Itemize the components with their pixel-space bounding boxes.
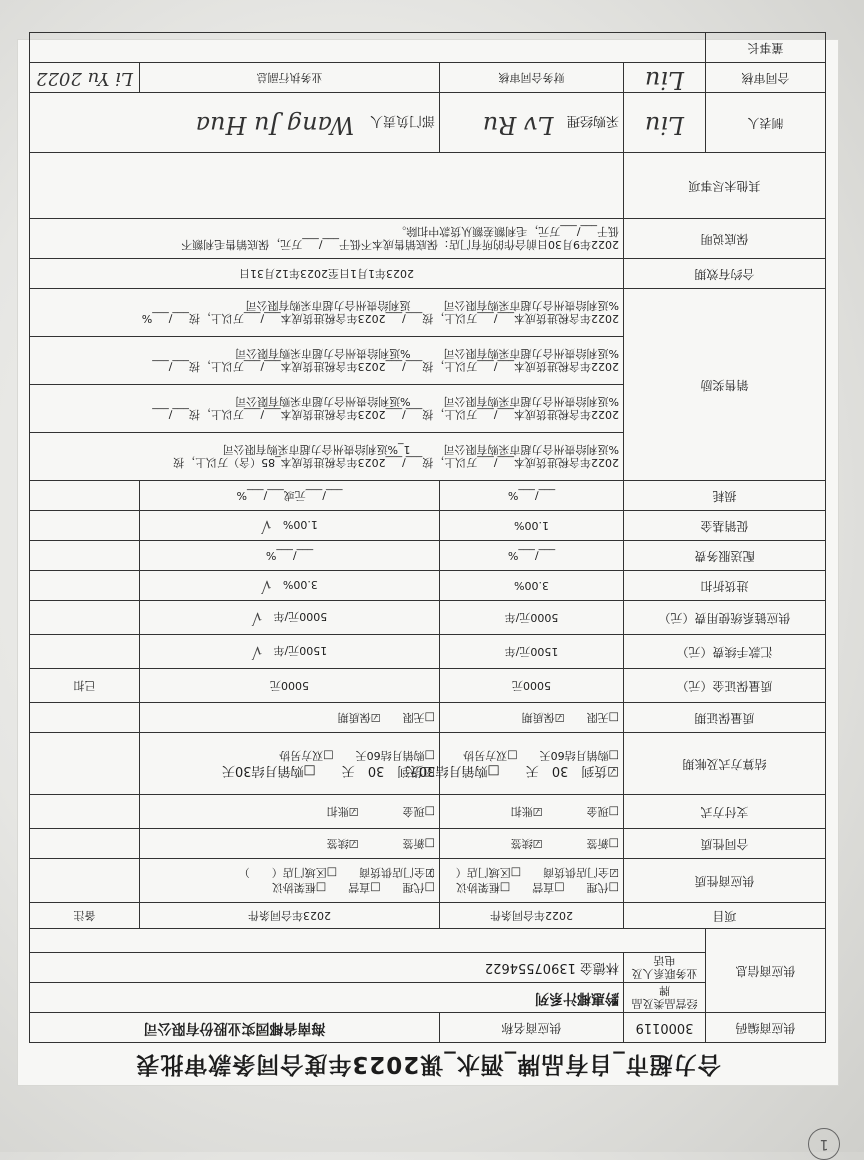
dept-head-signature: Wang Ju Hua <box>195 111 355 139</box>
payment-2022: □现金 ☑账扣 <box>440 795 624 829</box>
payment-method-label: 支付方式 <box>624 795 826 829</box>
approval-sheet <box>18 40 838 1085</box>
pricing-line2: 低于___/___万元，毛利额差额从货款中扣除。 <box>395 225 619 239</box>
qa-deposit-remark: 已扣 <box>30 669 140 703</box>
brand-value: 黔惠椰汁系列 <box>30 983 624 1013</box>
supply-2023-line1: □代理 □直营 □框架协议 <box>271 881 435 895</box>
reward-1-line1: 2022年含税进货成本___/___万以上，按___/___2023年含税进货成本_85（含）万以上，按 <box>173 456 619 470</box>
discount-label: 进货折扣 <box>624 571 826 601</box>
dept-head-label: 部门负责人 <box>369 113 435 128</box>
remit-fee-remark <box>30 635 140 669</box>
check-mark-icon: √ <box>251 643 262 662</box>
supplier-name-value: 海南省椰园实业股份有限公司 <box>30 1013 440 1043</box>
sys-fee-2022: 5000元/年 <box>440 601 624 635</box>
check-mark-icon: √ <box>261 577 272 596</box>
sign-row-2 <box>440 93 624 153</box>
contract-nature-2023: □新签 ☑续签 <box>140 829 440 859</box>
qa-deposit-label: 质量保证金（元） <box>624 669 826 703</box>
delivery-fee-2022: ___/___% <box>440 541 624 571</box>
qa-period-2022: □无限 ☑保质期 <box>440 703 624 733</box>
payment-remark <box>30 795 140 829</box>
contract-nature-2022: □新签 ☑续签 <box>440 829 624 859</box>
remit-fee-label: 汇款手续费（元） <box>624 635 826 669</box>
supplier-info-blank <box>30 929 706 953</box>
maker-signature-text: Liu <box>644 111 685 139</box>
reward-4-line2: %返利给贵州合力超市采购有限公司 返利给贵州合力超市采购有限公司 <box>245 299 619 313</box>
supplier-code-label: 供应商编码 <box>706 1013 826 1043</box>
sales-reward-row <box>30 433 624 481</box>
buyer-mgr-signature: Lv Ru <box>482 111 554 139</box>
pricing-line1: 2022年9月30日前合作的所有门店：保底销售成本不低于___/___万元，保底销售毛利额不 <box>181 238 619 252</box>
maker-signature <box>624 93 706 153</box>
chairman-label: 董事长 <box>706 33 826 63</box>
sales-reward-row <box>30 385 624 433</box>
brand-label: 经营品类及品牌 <box>624 983 706 1013</box>
dept-vp-signature <box>30 63 140 93</box>
delivery-fee-remark <box>30 541 140 571</box>
sys-fee-2023-value: 5000元/年 <box>273 610 328 623</box>
validity-value: 2023年1月1日至2023年12月31日 <box>30 259 624 289</box>
contact-label: 业务联系人及电话 <box>624 953 706 983</box>
page-title: 合力超市_自有品牌_酒水_课2023年度合同条款审批表 <box>135 1051 721 1077</box>
promo-fund-2022: 1.00% <box>440 511 624 541</box>
sys-fee-label: 供应链系统使用费（元） <box>624 601 826 635</box>
buyer-mgr-label: 采购经理 <box>566 113 619 128</box>
supply-nature-label: 供应商性质 <box>624 859 826 903</box>
supply-2022-line2: ☑全门店供货商 □区域门店（ ） <box>422 866 619 880</box>
chairman-signature <box>30 33 706 63</box>
settle-2022-line2: □购销月结60天 □双方另协 <box>463 749 619 763</box>
sales-reward-row <box>30 337 624 385</box>
other-label: 其他未尽事项 <box>624 153 826 219</box>
reward-3-line1: 2022年含税进货成本___/___万以上，按___/___2023年含税进货成本___/___万以上，按___/___ <box>152 360 619 374</box>
discount-2022: 3.00% <box>440 571 624 601</box>
sys-fee-2023 <box>140 601 440 635</box>
sales-reward-label: 销售奖励 <box>624 289 826 481</box>
settlement-2023 <box>140 733 440 795</box>
maker-label: 制表人 <box>706 93 826 153</box>
supply-nature-remark <box>30 859 140 903</box>
loss-remark <box>30 481 140 511</box>
delivery-fee-label: 配送服务费 <box>624 541 826 571</box>
reward-4-line1: 2022年含税进货成本___/___万以上，按___/___2023年含税进货成本___/___万以上，按___/___% <box>141 312 619 326</box>
contract-2023-header: 2023年合同条件 <box>140 903 440 929</box>
loss-label: 损耗 <box>624 481 826 511</box>
qa-deposit-2023: 5000元 <box>140 669 440 703</box>
supplier-info-label: 供应商信息 <box>706 929 826 1013</box>
contract-review-signature-text: Liu <box>644 66 685 94</box>
check-mark-icon: √ <box>251 609 262 628</box>
supplier-code-value: 3000119 <box>624 1013 706 1043</box>
pricing-value <box>30 219 624 259</box>
qa-period-label: 质量保证期 <box>624 703 826 733</box>
contract-2022-header: 2022年合同条件 <box>440 903 624 929</box>
sys-fee-remark <box>30 601 140 635</box>
sales-reward-row <box>30 289 624 337</box>
settle-2023-line1: ☑货到 30 天 □购销月结30天 <box>221 763 435 779</box>
supply-2023-line2: ☑全门店供货商 □区域门店（ ） <box>238 866 435 880</box>
supply-nature-2023 <box>140 859 440 903</box>
contract-nature-remark <box>30 829 140 859</box>
settlement-label: 结算方式及帐期 <box>624 733 826 795</box>
remit-fee-2022: 1500元/年 <box>440 635 624 669</box>
contract-review-signature <box>624 63 706 93</box>
settle-2023-line2: □购销月结60天 □双方另协 <box>279 749 435 763</box>
other-value <box>30 153 624 219</box>
settlement-2022 <box>405 733 624 795</box>
settlement-remark <box>30 733 140 795</box>
reward-2-line2: %返利给贵州合力超市采购有限公司 %返利给贵州合力超市采购有限公司 <box>235 395 619 409</box>
reward-1-line2: %返利给贵州合力超市采购有限公司 1_%返利给贵州合力超市采购有限公司 <box>222 443 619 457</box>
remit-fee-2023-value: 1500元/年 <box>273 644 328 657</box>
loss-2023: ___/___元或___/___% <box>140 481 440 511</box>
promo-fund-label: 促销基金 <box>624 511 826 541</box>
settle-2022-line1: ☑货到 30 天 □购销月结30天 <box>405 763 619 779</box>
promo-fund-2023 <box>140 511 440 541</box>
finance-review-label: 财务合同审核 <box>440 63 624 93</box>
promo-fund-2023-value: 1.00% <box>282 518 318 531</box>
supply-nature-2022 <box>422 859 624 903</box>
discount-remark <box>30 571 140 601</box>
sign-row-3 <box>30 93 440 153</box>
supplier-name-label: 供应商名称 <box>440 1013 624 1043</box>
remark-header: 备注 <box>30 903 140 929</box>
pricing-label: 保底说明 <box>624 219 826 259</box>
validity-label: 合约有效期 <box>624 259 826 289</box>
dept-vp-signature-text: Li Yu 2022 <box>36 68 133 89</box>
discount-2023 <box>140 571 440 601</box>
remit-fee-2023 <box>140 635 440 669</box>
contract-nature-label: 合同性质 <box>624 829 826 859</box>
qa-period-2023: □无限 ☑保质期 <box>140 703 440 733</box>
payment-2023: □现金 ☑账扣 <box>140 795 440 829</box>
page-number: 1 <box>808 1128 840 1160</box>
qa-deposit-2022: 5000元 <box>440 669 624 703</box>
discount-2023-value: 3.00% <box>282 578 318 591</box>
loss-2022: ___/___% <box>440 481 624 511</box>
reward-2-line1: 2022年含税进货成本___/___万以上，按___/___2023年含税进货成本___/___万以上，按___/___ <box>152 408 619 422</box>
dept-vp-label: 业务执行副总 <box>140 63 440 93</box>
promo-fund-remark <box>30 511 140 541</box>
contract-review-label: 合同审核 <box>706 63 826 93</box>
qa-period-remark <box>30 703 140 733</box>
check-mark-icon: √ <box>261 517 272 536</box>
contact-value: 林德金 13907554622 <box>30 953 624 983</box>
item-header: 项目 <box>624 903 826 929</box>
supply-2022-line1: □代理 □直营 □框架协议 <box>455 881 619 895</box>
reward-3-line2: %返利给贵州合力超市采购有限公司 %返利给贵州合力超市采购有限公司 <box>235 347 619 361</box>
approval-table <box>29 32 826 1043</box>
delivery-fee-2023: ___/___% <box>140 541 440 571</box>
